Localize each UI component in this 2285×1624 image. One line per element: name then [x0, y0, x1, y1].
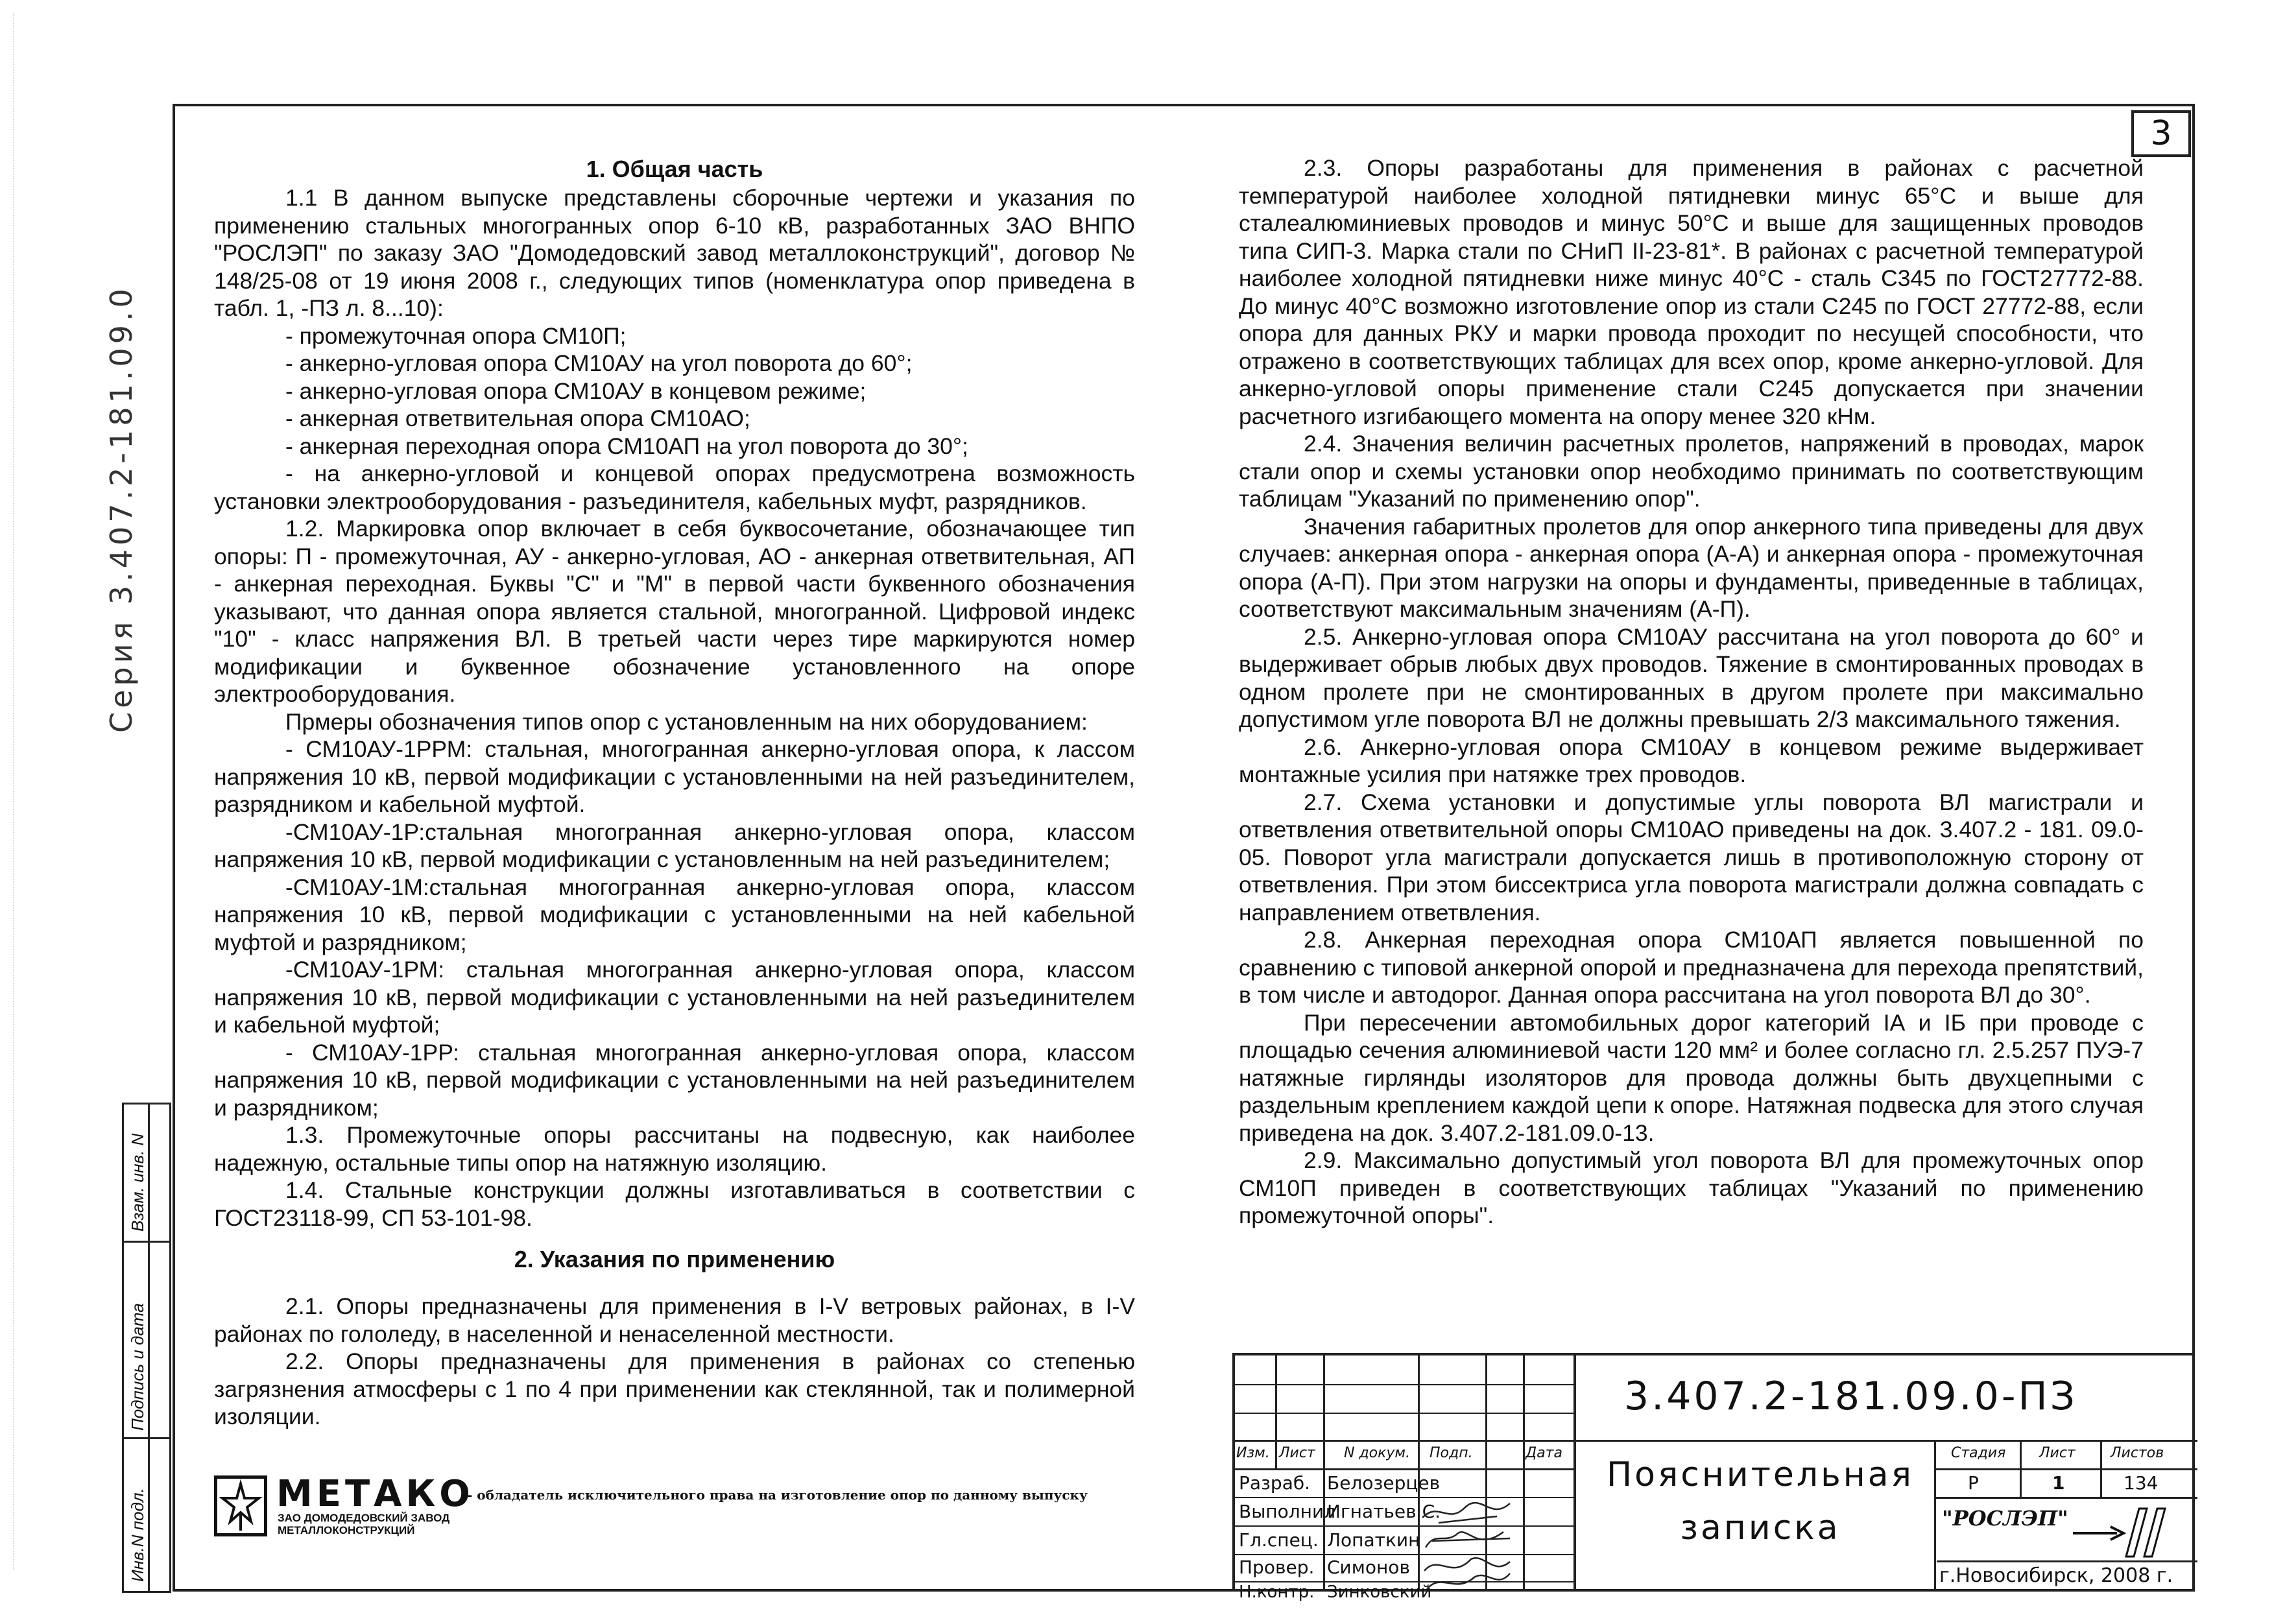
tb-role: Выполнил: [1239, 1501, 1336, 1522]
side-stamp-cell: [124, 1439, 169, 1591]
tb-header-list: Лист: [1279, 1445, 1315, 1461]
signature-mark: [1419, 1525, 1516, 1554]
paragraph: Значения габаритных пролетов для опор анкерного типа приведены для двух случаев: анкерная опора - анкерная опора (А-А) и анкерная опора - промежуточная опора (А-П). При этом нагрузки на опоры и фундаменты, приведенные в таблицах, соответствуют максимальным значениям (А-П).: [1239, 513, 2144, 622]
metako-emblem-icon: [214, 1475, 267, 1536]
tb-person: Зинковский: [1327, 1582, 1432, 1602]
section-heading-1: 1. Общая часть: [586, 156, 763, 182]
paragraph: 2.4. Значения величин расчетных пролетов, напряжений в проводах, марок стали опор и схемы установки опор необходимо принимать по соответствующим таблицам "Указаний по применению опор".: [1239, 431, 2144, 512]
paragraph: 2.9. Максимально допустимый угол поворота ВЛ для промежуточных опор СМ10П приведен в соответствующих таблицах "Указаний по применению промежуточной опоры".: [1239, 1147, 2144, 1228]
tb-person: Игнатьев С.: [1327, 1501, 1441, 1522]
list-item: - анкерная переходная опора СМ10АП на угол поворота до 30°;: [285, 433, 968, 459]
side-stamp-divider: [148, 1103, 150, 1593]
paragraph: 2.8. Анкерная переходная опора СМ10АП является повышенной по сравнению с типовой анкерной опорой и предназначена для перехода препятствий, в том числе и автодорог. Данная опора рассчитана на угол поворота ВЛ до 30°.: [1239, 927, 2144, 1008]
example-item: -СМ10АУ-1Р:стальная многогранная анкерно-угловая опора, классом напряжения 10 кВ, первой модификации с установленным на ней разъединителем;: [214, 818, 1135, 872]
paragraph: 2.2. Опоры предназначены для применения в районах со степенью загрязнения атмосферы с 1 по 4 при применении как стеклянной, так и полимерной изоляции.: [214, 1348, 1135, 1429]
example-item: -СМ10АУ-1РМ: стальная многогранная анкерно-угловая опора, классом напряжения 10 кВ, первой модификации с установленными на ней разъединителем и кабельной муфтой;: [214, 957, 1135, 1038]
signature-mark: [1419, 1570, 1516, 1598]
tb-header-izm: Изм.: [1236, 1445, 1270, 1461]
sheet-number: 3: [2150, 114, 2172, 153]
tb-line: [1275, 1355, 1277, 1470]
logo-name: МЕТАКО: [276, 1473, 474, 1515]
side-stamp-cell: [124, 1105, 169, 1243]
tb-line: [1934, 1440, 1936, 1592]
metako-logo: [214, 1473, 1088, 1540]
side-stamp-label: Инв.N подл.: [128, 1488, 147, 1582]
paragraph: 1.3. Промежуточные опоры рассчитаны на подвесную, как наиболее надежную, остальные типы опор на натяжную изоляцию.: [214, 1122, 1135, 1176]
tb-line: [1523, 1355, 1525, 1592]
sheet-number-box: [2131, 110, 2191, 157]
tb-line: [2020, 1440, 2022, 1498]
paragraph: 1.1 В данном выпуске представлены сборочные чертежи и указания по применению стальных многогранных опор 6-10 кВ, разработанных ЗАО ВНПО "РОСЛЭП" по заказу ЗАО "Домодедовский завод металлоконструкций", договор № 148/25-08 от 19 июня 2008 г., следующих типов (номенклатура опор приведена в табл. 1, -ПЗ л. 8...10):: [214, 185, 1135, 321]
organization-name: "РОСЛЭП": [1942, 1506, 2068, 1531]
example-item: - СМ10АУ-1РР: стальная многогранная анкерно-угловая опора, классом напряжения 10 кВ, первой модификации с установленными на ней разъединителем и разрядником;: [214, 1039, 1135, 1121]
organization-logo-icon: [2072, 1502, 2169, 1560]
paragraph: 1.2. Маркировка опор включает в себя буквосочетание, обозначающее тип опоры: П - промежуточная, АУ - анкерно-угловая, АО - анкерная ответвительная, АП - анкерная переходная. Буквы "С" и "М" в первой части буквенного обозначения указывают, что данная опора является стальной, многогранной. Цифровой индекс "10" - класс напряжения ВЛ. В третьей части через тире маркируются номер модификации и буквенное обозначение установленного на опоре электрооборудования.: [214, 516, 1135, 707]
list-item: - анкерная ответвительная опора СМ10АО;: [285, 405, 750, 431]
tb-header-ndok: N докум.: [1344, 1445, 1411, 1461]
tb-line: [1573, 1440, 2197, 1442]
sheet-value: 1: [2052, 1472, 2065, 1494]
side-stamp-label: Подпись и дата: [128, 1303, 147, 1431]
section-heading-2: 2. Указания по применению: [514, 1246, 835, 1272]
paragraph: 1.4. Стальные конструкции должны изготавливаться в соответствии с ГОСТ23118-99, СП 53-101-98.: [214, 1177, 1135, 1231]
tb-header-podp: Подп.: [1430, 1445, 1473, 1461]
example-item: - СМ10АУ-1РРМ: стальная, многогранная анкерно-угловая опора, к лассом напряжения 10 кВ, первой модификации с установленными на ней разъединителем, разрядником и кабельной муфтой.: [214, 736, 1135, 817]
logo-note: - обладатель исключительного права на изготовление опор по данному выпуску: [467, 1487, 1088, 1503]
tb-role: Провер.: [1239, 1557, 1315, 1578]
stage-label: Стадия: [1951, 1445, 2006, 1461]
tb-header-data: Дата: [1525, 1445, 1562, 1461]
paragraph: 2.1. Опоры предназначены для применения в I-V ветровых районах, в I-V районах по гололеду, в населенной и ненаселенной местности.: [214, 1293, 1135, 1347]
side-stamp-cell: [124, 1243, 169, 1439]
tb-line: [1323, 1355, 1325, 1592]
tb-line: [1937, 1560, 2197, 1562]
list-item: - на анкерно-угловой и концевой опорах предусмотрена возможность установки электрооборудования - разъединителя, кабельных муфт, разрядников.: [214, 460, 1135, 514]
right-column: [1239, 154, 2144, 1230]
document-title-line2: записка: [1680, 1509, 1841, 1547]
tb-person: Лопаткин: [1327, 1529, 1420, 1551]
organization-city: г.Новосибирск, 2008 г.: [1939, 1564, 2173, 1587]
sheets-label: Листов: [2111, 1445, 2164, 1461]
tb-role: Гл.спец.: [1239, 1529, 1319, 1551]
paragraph: 2.7. Схема установки и допустимые углы поворота ВЛ магистрали и ответвления ответвительной опоры СМ10АО приведены на док. 3.407.2 - 181. 09.0-05. Поворот угла магистрали допускается лишь в противоположную сторону от ответвления. При этом биссектриса угла поворота магистрали должна совпадать с направлением ответвления.: [1239, 789, 2144, 925]
tb-line: [1934, 1468, 2197, 1470]
document-title-line1: Пояснительная: [1607, 1455, 1914, 1494]
stage-value: Р: [1968, 1472, 1979, 1494]
title-block: [1232, 1353, 2195, 1602]
series-label: Серия 3.407.2-181.09.0: [104, 285, 139, 733]
tb-person: Симонов: [1327, 1557, 1410, 1578]
sheets-value: 134: [2123, 1472, 2159, 1494]
paragraph: 2.6. Анкерно-угловая опора СМ10АУ в концевом режиме выдерживает монтажные усилия при натяжке трех проводов.: [1239, 734, 2144, 787]
paragraph: 2.3. Опоры разработаны для применения в районах с расчетной температурой наиболее холодной пятидневки минус 65°С и выше для сталеалюминиевых проводов и минус 50°С и выше для защищенных проводов типа СИП-3. Марка стали по СНиП II-23-81*. В районах с расчетной температурой наиболее холодной пятидневки ниже минус 40°С - сталь С345 по ГОСТ27772-88. До минус 40°С возможно изготовление опор из стали С245 по ГОСТ 27772-88, если опора для данных РКУ и марки провода проходит по несущей способности, что отражено в соответствующих таблицах для всех опор, кроме анкерно-угловой. Для анкерно-угловой опоры применение стали С245 допускается при значении расчетного изгибающего момента на опору менее 320 кНм.: [1239, 155, 2144, 429]
paragraph: Прмеры обозначения типов опор с установленным на них оборудованием:: [285, 708, 1088, 735]
tb-line: [2100, 1440, 2102, 1498]
sheet-label: Лист: [2039, 1445, 2076, 1461]
document-code: 3.407.2-181.09.0-ПЗ: [1624, 1374, 2078, 1419]
paragraph: 2.5. Анкерно-угловая опора СМ10АУ рассчитана на угол поворота до 60° и выдерживает обрыв любых двух проводов. Тяжение в смонтированных проводах в одном пролете при не смонтированных в другом пролете при максимально допустимом угле поворота ВЛ не должны превышать 2/3 максимального тяжения.: [1239, 623, 2144, 732]
tb-line: [1934, 1497, 2197, 1499]
side-stamp-label: Взам. инв. N: [128, 1133, 147, 1232]
logo-subtitle: ЗАО ДОМОДЕДОВСКИЙ ЗАВОД МЕТАЛЛОКОНСТРУКЦИЙ: [278, 1512, 450, 1536]
scan-margin: [13, 13, 53, 1570]
list-item: - анкерно-угловая опора СМ10АУ на угол поворота до 60°;: [285, 350, 913, 376]
tb-role: Разраб.: [1239, 1472, 1311, 1494]
tb-line: [1573, 1355, 1576, 1592]
tb-role: Н.контр.: [1239, 1582, 1315, 1602]
tb-person: Белозерцев: [1327, 1472, 1441, 1494]
example-item: -СМ10АУ-1М:стальная многогранная анкерно-угловая опора, классом напряжения 10 кВ, первой модификации с установленными на ней кабельной муфтой и разрядником;: [214, 874, 1135, 955]
left-column: [214, 154, 1135, 1431]
paragraph: При пересечении автомобильных дорог категорий IА и IБ при проводе с площадью сечения алюминиевой части 120 мм² и более согласно гл. 2.5.257 ПУЭ-7 натяжные гирлянды изоляторов для провода должны быть двухцепными с раздельным креплением каждой цепи к опоре. Натяжная подвеска для этого случая приведена на док. 3.407.2-181.09.0-13.: [1239, 1009, 2144, 1146]
list-item: - анкерно-угловая опора СМ10АУ в концевом режиме;: [285, 377, 867, 404]
list-item: - промежуточная опора СМ10П;: [285, 322, 627, 349]
signature-mark: [1419, 1498, 1516, 1527]
side-stamp: [122, 1103, 171, 1593]
